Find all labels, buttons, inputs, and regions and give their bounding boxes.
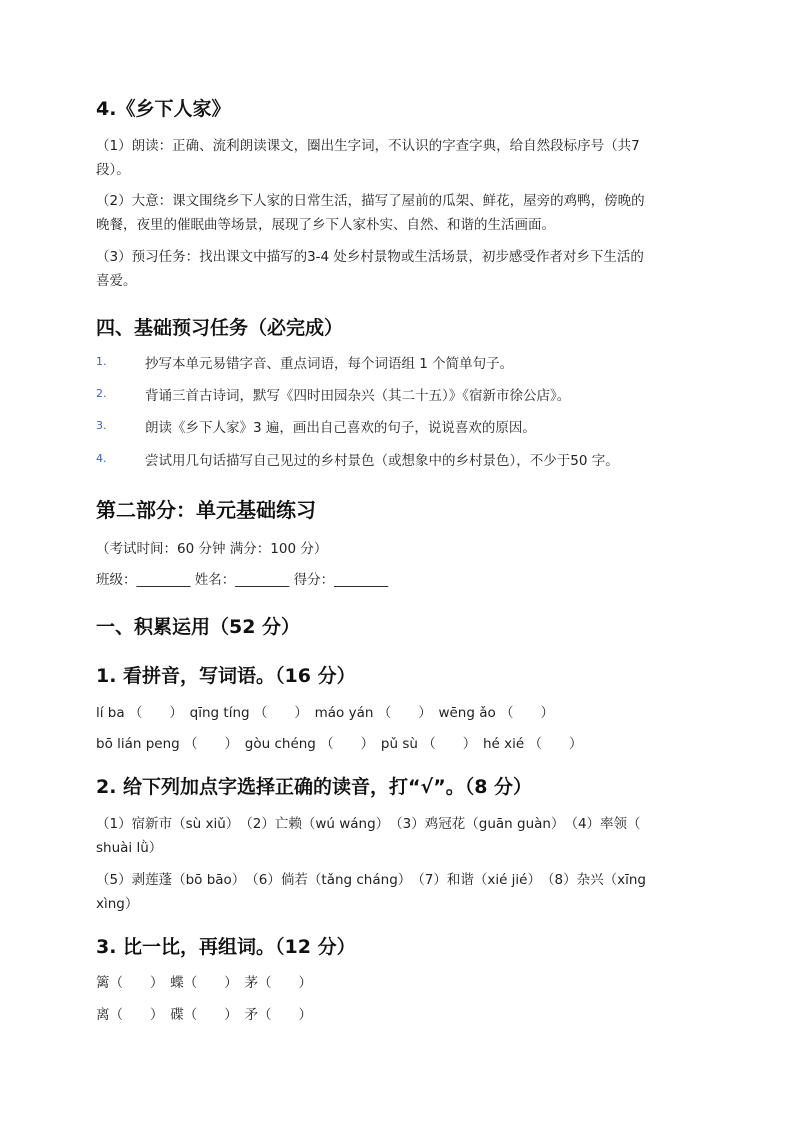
lesson-4-line: （3）预习任务：找出课文中描写的3-4 处乡村景物或生活场景，初步感受作者对乡下生活的 [96,249,644,265]
list-item: 抄写本单元易错字音、重点词语，每个词语组 1 个简单句子。 [145,356,514,372]
list-item: 尝试用几句话描写自己见过的乡村景色（或想象中的乡村景色），不少于50 字。 [145,453,619,469]
pinyin-row: lí ba （ ） qīng tíng （ ） máo yán （ ） wēng ǎo （ ） [96,705,555,721]
pronunciation-line: shuài lǜ） [96,840,163,856]
lesson-4-line: 晚餐，夜里的催眠曲等场景，展现了乡下人家朴实、自然、和谐的生活画面。 [96,217,555,233]
basic-tasks-title: 四、基础预习任务（必完成） [96,317,344,339]
student-info-fields: 班级：________ 姓名：________ 得分：________ [96,572,389,588]
pinyin-row: bō lián peng （ ） gòu chéng （ ） pǔ sù （ ） hé xié （ ） [96,736,583,752]
lesson-4-line: 段）。 [96,162,130,178]
section-one-title: 一、积累运用（52 分） [96,616,301,638]
list-item-number: 1. [96,355,107,368]
list-item: 朗读《乡下人家》3 遍，画出自己喜欢的句子，说说喜欢的原因。 [145,420,536,436]
lesson-4-title: 4.《乡下人家》 [96,98,231,120]
list-item-number: 2. [96,387,107,400]
list-item-number: 3. [96,419,107,432]
pronunciation-line: （1）宿新市（sù xiǔ） （2）亡赖（wú wáng） （3）鸡冠花（guān guàn） （4）率领（ [96,816,641,832]
list-item: 背诵三首古诗词，默写《四时田园杂兴（其二十五）》《宿新市徐公店》。 [145,388,571,404]
compare-words-row: 离（ ） 碟（ ） 矛（ ） [96,1007,312,1023]
question-2-title: 2. 给下列加点字选择正确的读音，打“√”。（8 分） [96,776,533,798]
lesson-4-line: 喜爱。 [96,273,137,289]
list-item-number: 4. [96,452,107,465]
part-2-title: 第二部分：单元基础练习 [96,498,316,522]
question-3-title: 3. 比一比，再组词。（12 分） [96,936,356,958]
pronunciation-line: （5）剥莲蓬（bō bāo） （6）倘若（tǎng cháng） （7）和谐（xié jié） （8）杂兴（xīng [96,872,646,888]
lesson-4-line: （2）大意：课文围绕乡下人家的日常生活，描写了屋前的瓜架、鲜花，屋旁的鸡鸭，傍晚的 [96,193,645,209]
compare-words-row: 篱（ ） 蝶（ ） 茅（ ） [96,975,312,991]
exam-info: （考试时间：60 分钟 满分：100 分） [96,541,328,557]
pronunciation-line: xìng） [96,896,139,912]
question-1-title: 1. 看拼音，写词语。（16 分） [96,665,356,687]
lesson-4-line: （1）朗读：正确、流利朗读课文，圈出生字词，不认识的字查字典，给自然段标序号（共7 [96,138,640,154]
